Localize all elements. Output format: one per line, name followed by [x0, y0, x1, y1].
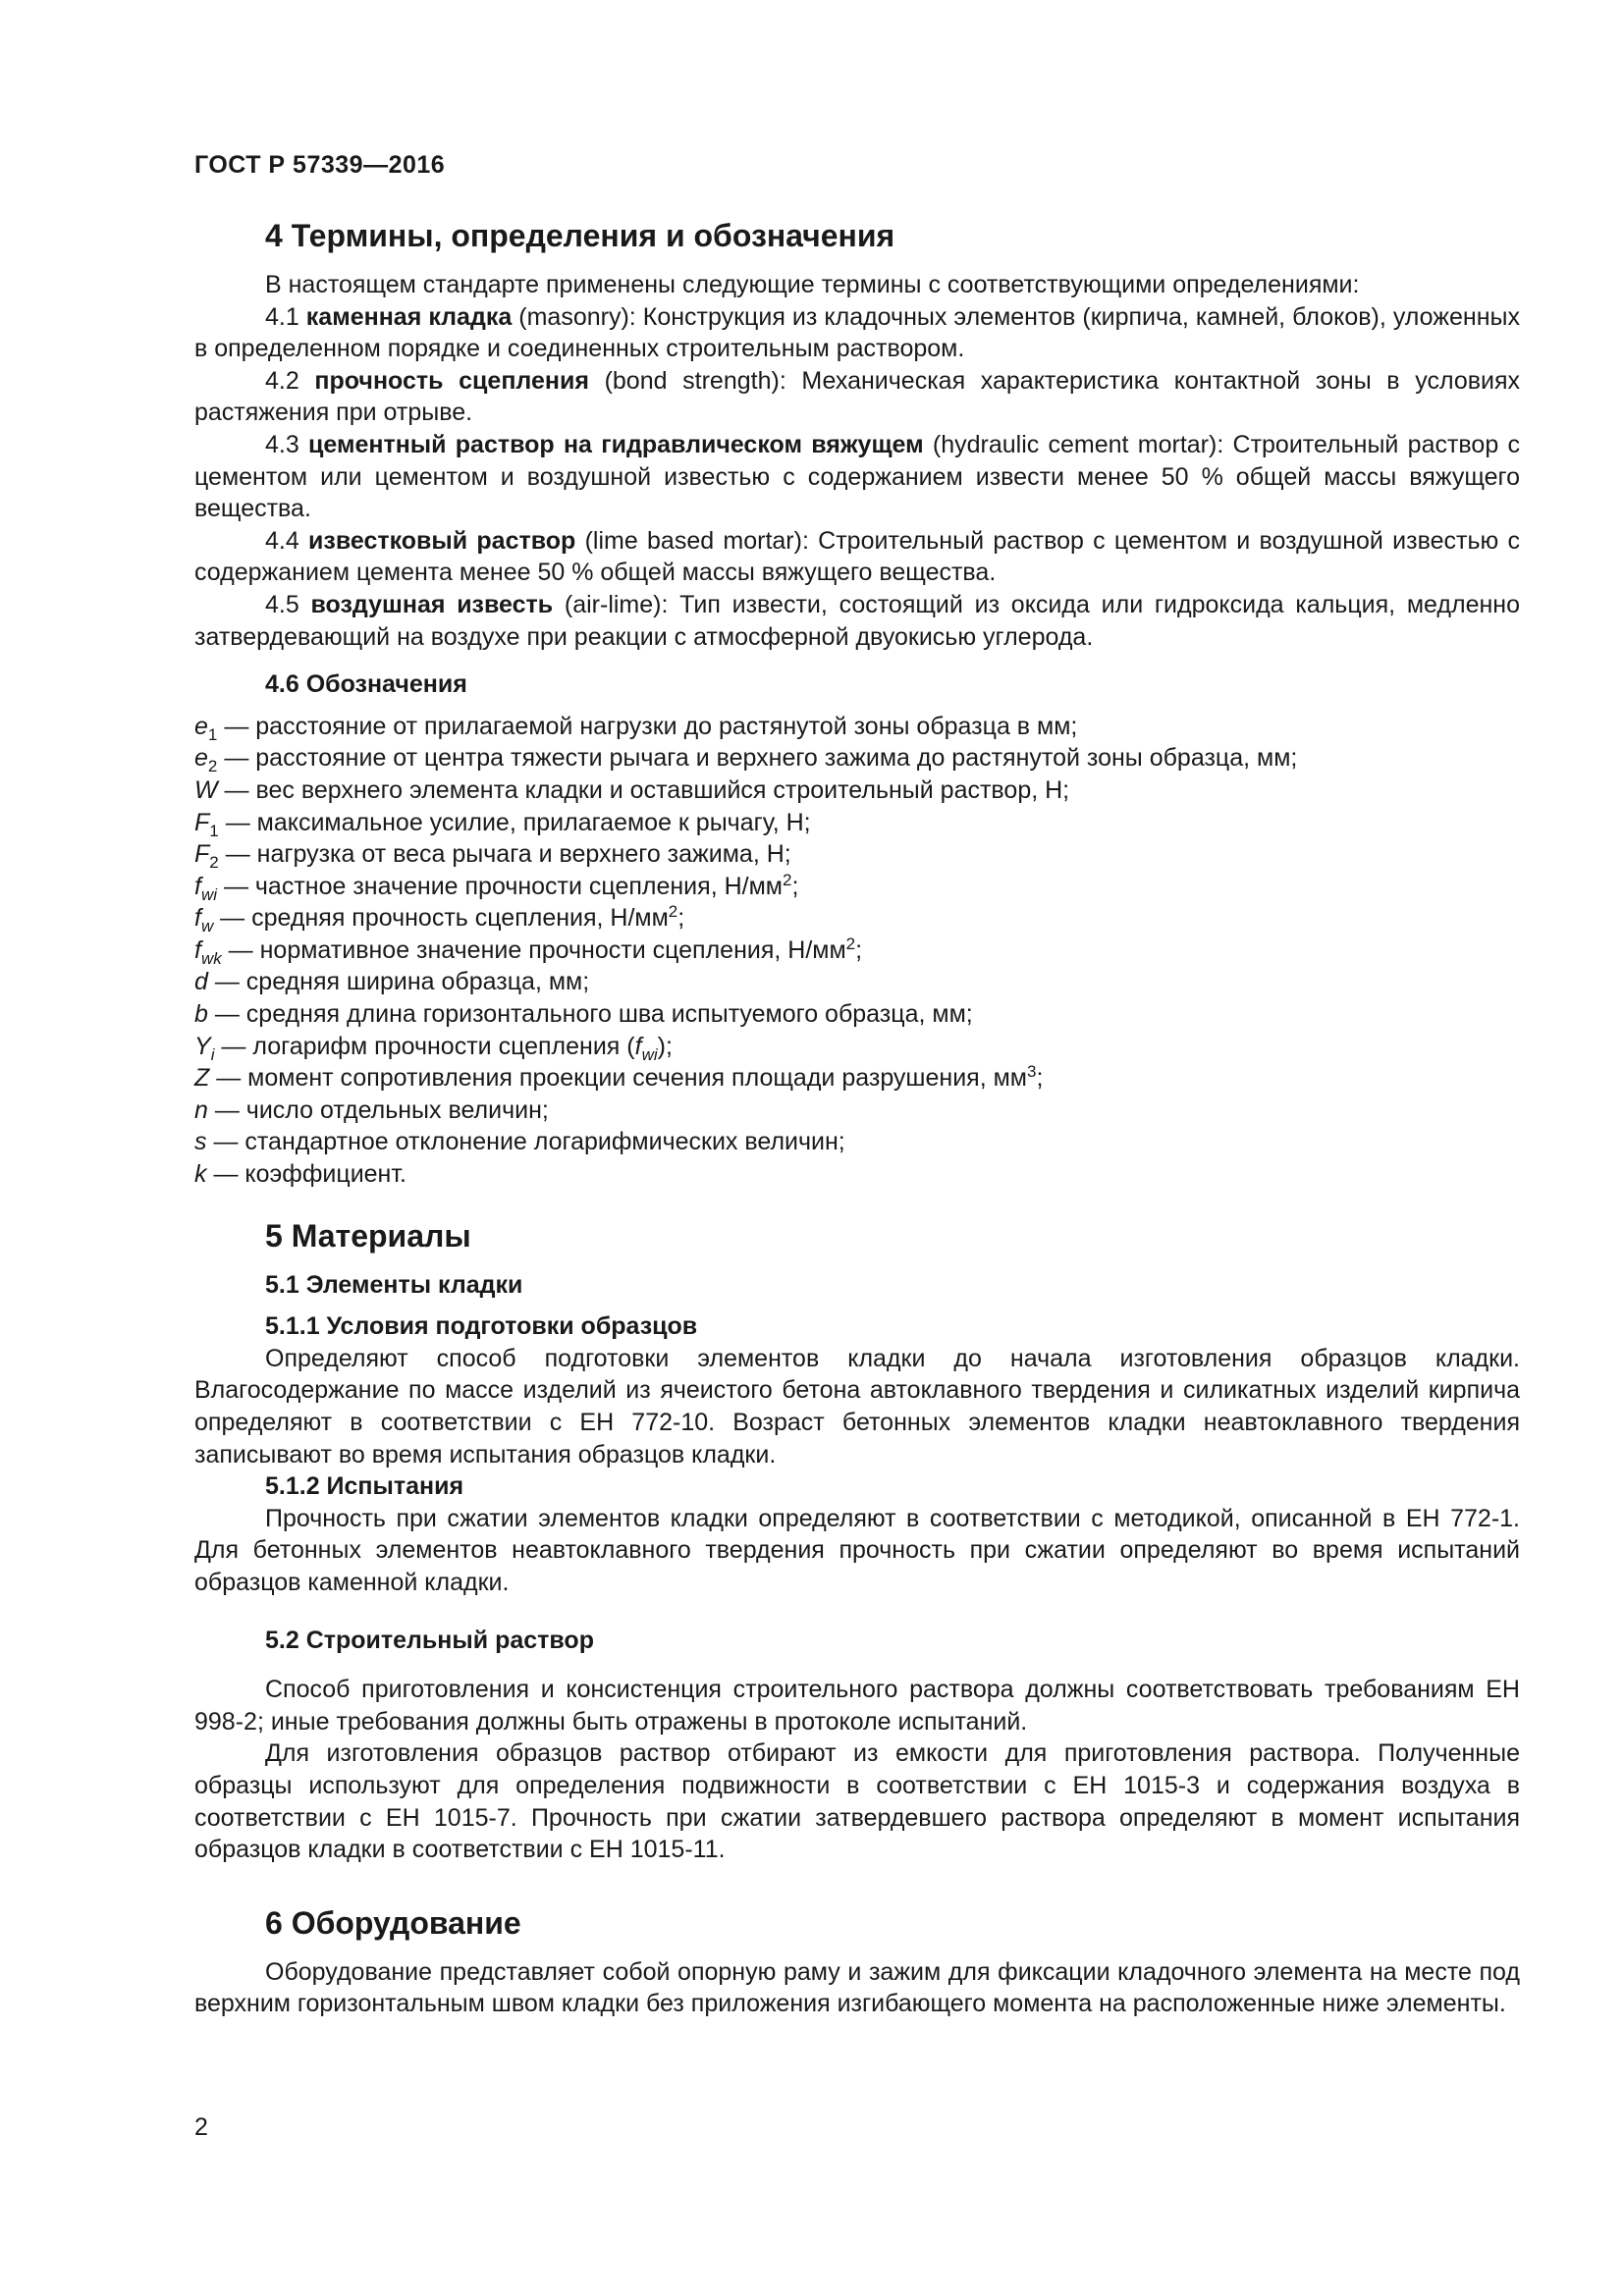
symbol-item: W — вес верхнего элемента кладки и оставшийся строительный раствор, Н; [194, 775, 1070, 804]
symbol-item: $f_w$ — средняя прочность сцепления, $Н/мм^2$; [194, 902, 685, 936]
symbol-item: $F_2$ — нагрузка от веса рычага и верхнего зажима, Н; [194, 840, 791, 873]
document-body [194, 216, 1520, 2020]
section-5-1-1-text: Определяют способ подготовки элементов кладки до начала изготовления образцов кладки. Влагосодержание по массе изделий из ячеистого бетона автоклавного твердения и силикатных изделий кирпича определяют в соответствии с ЕН 772-10. Возраст бетонных элементов кладки неавтоклавного твердения записывают во время испытания образцов кладки. [194, 1344, 1520, 1468]
document-header: ГОСТ Р 57339—2016 [194, 151, 446, 179]
symbols-title: 4.6 Обозначения [265, 670, 467, 699]
symbol-item: b — средняя длина горизонтального шва испытуемого образца, мм; [194, 1000, 973, 1029]
term-4-2: 4.2 прочность сцепления (bond strength): Механическая характеристика контактной зоны в условиях растяжения при отрыве. [194, 366, 1521, 427]
section-5-title: 5 Материалы [265, 1217, 471, 1254]
section-6-text: Оборудование представляет собой опорную раму и зажим для фиксации кладочного элемента на месте под верхним горизонтальным швом кладки без приложения изгибающего момента на расположенные ниже элементы. [194, 1957, 1520, 2018]
section-5-1-2-text: Прочность при сжатии элементов кладки определяют в соответствии с методикой, описанной в ЕН 772-1. Для бетонных элементов неавтоклавного твердения прочность при сжатии определяют во время испытаний образцов каменной кладки. [194, 1504, 1520, 1596]
symbol-item: s — стандартное отклонение логарифмических величин; [194, 1128, 845, 1156]
section-5-2-paragraph-2: Для изготовления образцов раствор отбирают из емкости для приготовления раствора. Полученные образцы используют для определения подвижности в соответствии с ЕН 1015-3 и содержания воздуха в соответствии с ЕН 1015-7. Прочность при сжатии затвердевшего раствора определяют в момент испытания образцов кладки в соответствии с ЕН 1015-11. [194, 1739, 1520, 1864]
term-4-1: 4.1 каменная кладка (masonry): Конструкция из кладочных элементов (кирпича, камней, блоков), уложенных в определенном порядке и соединенных строительным раствором. [194, 302, 1520, 363]
term-4-5: 4.5 воздушная известь (air-lime): Тип извести, состоящий из оксида или гидроксида кальция, медленно затвердевающий на воздухе при реакции с атмосферной двуокисью углерода. [194, 590, 1520, 651]
section-5-2-title: 5.2 Строительный раствор [265, 1626, 594, 1654]
section-6-title: 6 Оборудование [265, 1904, 521, 1941]
symbol-item: $f_{wi}$ — частное значение прочности сцепления, $Н/мм^2$; [194, 870, 799, 904]
section-4-intro: В настоящем стандарте применены следующие термины с соответствующими определениями: [265, 271, 1360, 298]
section-5-1-2-title: 5.1.2 Испытания [265, 1472, 464, 1501]
symbol-item: $f_{wk}$ — нормативное значение прочности сцепления, $Н/мм^2$; [194, 934, 863, 968]
symbol-item: n — число отдельных величин; [194, 1095, 549, 1124]
symbols-list [194, 711, 1520, 1191]
term-4-4: 4.4 известковый раствор (lime based mortar): Строительный раствор с цементом и воздушной известью с содержанием цемента менее 50 % общей массы вяжущего вещества. [194, 526, 1520, 587]
symbol-item: $e_1$ — расстояние от прилагаемой нагрузки до растянутой зоны образца в мм; [194, 712, 1078, 744]
section-5-2-paragraph-1: Способ приготовления и консистенция строительного раствора должны соответствовать требованиям ЕН 998-2; иные требования должны быть отражены в протоколе испытаний. [194, 1676, 1520, 1735]
symbol-item: $e_2$ — расстояние от центра тяжести рычага и верхнего зажима до растянутой зоны образца, мм; [194, 744, 1298, 776]
section-4-title: 4 Термины, определения и обозначения [265, 218, 895, 253]
symbol-item: d — средняя ширина образца, мм; [194, 968, 590, 996]
symbol-item: $F_1$ — максимальное усилие, прилагаемое к рычагу, Н; [194, 808, 811, 840]
symbol-item: k — коэффициент. [194, 1160, 406, 1189]
symbol-item: Z — момент сопротивления проекции сечения площади разрушения, $мм^3$; [194, 1062, 1044, 1093]
page-number: 2 [194, 2113, 208, 2141]
section-5-1-title: 5.1 Элементы кладки [265, 1270, 523, 1299]
term-4-3: 4.3 цементный раствор на гидравлическом вяжущем (hydraulic cement mortar): Строительный раствор с цементом или цементом и воздушной известью с содержанием извести менее 50 % общей массы вяжущего вещества. [194, 430, 1520, 523]
symbol-item: $Y_i$ — логарифм прочности сцепления $(f_{wi})$; [194, 1032, 673, 1064]
section-5-1-1-title: 5.1.1 Условия подготовки образцов [265, 1312, 698, 1341]
